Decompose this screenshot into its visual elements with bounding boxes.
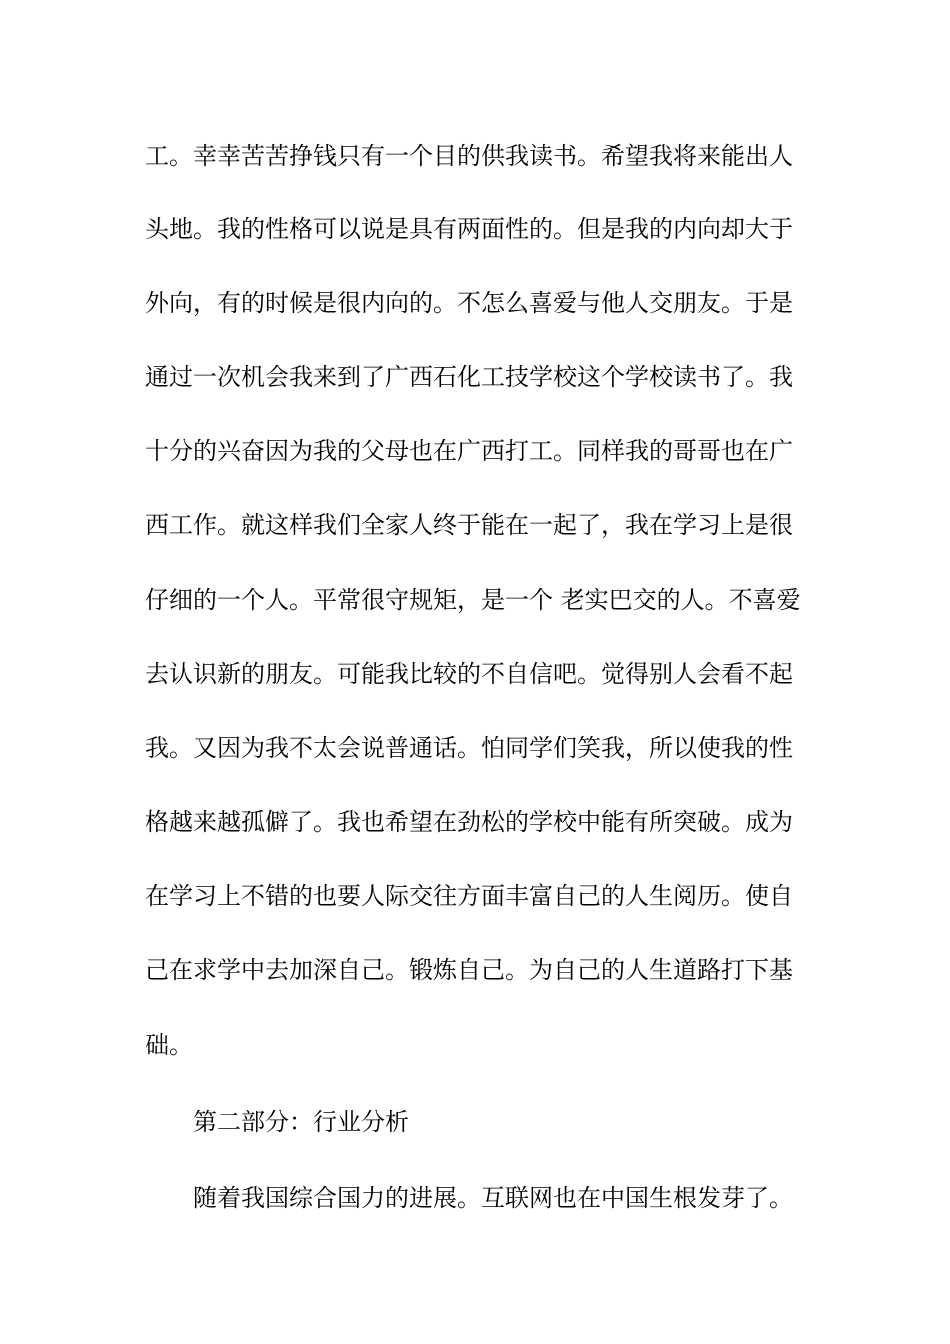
body-line-3: 外向，有的时候是很内向的。不怎么喜爱与他人交朋友。于是 [145, 289, 793, 317]
body-line-7: 仔细的一个人。平常很守规矩，是一个 老实巴交的人。不喜爱 [145, 586, 801, 614]
body-line-10: 格越来越孤僻了。我也希望在劲松的学校中能有所突破。成为 [145, 808, 793, 836]
body-line-8: 去认识新的朋友。可能我比较的不自信吧。觉得别人会看不起 [145, 660, 793, 688]
body-line-1: 工。幸幸苦苦挣钱只有一个目的供我读书。希望我将来能出人 [145, 142, 793, 170]
section-first-line: 随着我国综合国力的进展。互联网也在中国生根发芽了。 [193, 1184, 793, 1212]
body-line-12: 己在求学中去加深自己。锻炼自己。为自己的人生道路打下基 [145, 956, 793, 984]
body-line-4: 通过一次机会我来到了广西石化工技学校这个学校读书了。我 [145, 363, 793, 391]
body-line-6: 西工作。就这样我们全家人终于能在一起了，我在学习上是很 [145, 511, 793, 539]
body-line-13: 础。 [145, 1031, 193, 1059]
body-line-5: 十分的兴奋因为我的父母也在广西打工。同样我的哥哥也在广 [145, 437, 793, 465]
body-line-9: 我。又因为我不太会说普通话。怕同学们笑我，所以使我的性 [145, 734, 793, 762]
section-heading: 第二部分：行业分析 [193, 1108, 409, 1136]
body-line-11: 在学习上不错的也要人际交往方面丰富自己的人生阅历。使自 [145, 882, 793, 910]
body-line-2: 头地。我的性格可以说是具有两面性的。但是我的内向却大于 [145, 215, 793, 243]
